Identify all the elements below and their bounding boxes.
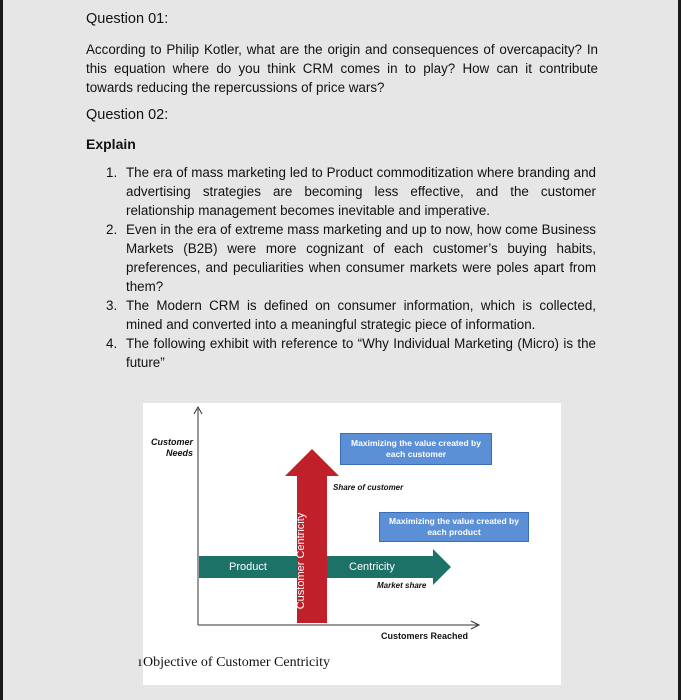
box-value-per-customer: Maximizing the value created by each customer <box>340 433 492 465</box>
customer-centricity-label: Customer Centricity <box>295 512 307 610</box>
caption-text: Objective of Customer Centricity <box>143 655 331 670</box>
list-number: 2. <box>106 222 118 237</box>
list-item-text: Even in the era of extreme mass marketing and up to now, how come Business Markets (B2B) were more cognizant of each customer’s buying habits, preferences, and peculiarities when consumer markets were poles apart from them? <box>126 222 596 294</box>
centricity-label: Centricity <box>349 561 395 573</box>
left-page-edge <box>0 0 3 700</box>
question-01-title: Question 01: <box>86 11 169 27</box>
list-number: 4. <box>106 336 118 351</box>
list-item-text: The Modern CRM is defined on consumer information, which is collected, mined and converted into a meaningful strategic piece of information. <box>126 298 596 332</box>
exhibit-caption <box>138 655 331 671</box>
x-axis-label: Customers Reached <box>381 631 469 641</box>
question-01-text: According to Philip Kotler, what are the origin and consequences of overcapacity? In this equation where do you think CRM comes in to play? How can it contribute towards reducing the repercussions of price wars? <box>86 42 598 95</box>
question-02-title: Question 02: <box>86 107 169 123</box>
list-item-text: The following exhibit with reference to “Why Individual Marketing (Micro) is the future” <box>126 336 596 370</box>
list-item-text: The era of mass marketing led to Product commoditization where branding and advertising strategies are becoming less effective, and the customer relationship management becomes inevitable and imperative. <box>126 165 596 218</box>
y-axis-label: Customer Needs <box>150 437 193 458</box>
list-item <box>106 220 596 296</box>
explain-list <box>106 163 596 372</box>
list-item <box>106 334 596 372</box>
caption-marker: ı <box>138 655 142 670</box>
box-value-per-product: Maximizing the value created by each product <box>379 512 529 542</box>
explain-heading: Explain <box>86 136 136 152</box>
list-number: 3. <box>106 298 118 313</box>
list-number: 1. <box>106 165 118 180</box>
market-share-label: Market share <box>377 581 427 590</box>
share-of-customer-label: Share of customer <box>333 483 404 492</box>
list-item <box>106 296 596 334</box>
product-label: Product <box>229 561 267 573</box>
customer-centricity-exhibit <box>143 403 561 685</box>
list-item <box>106 163 596 220</box>
